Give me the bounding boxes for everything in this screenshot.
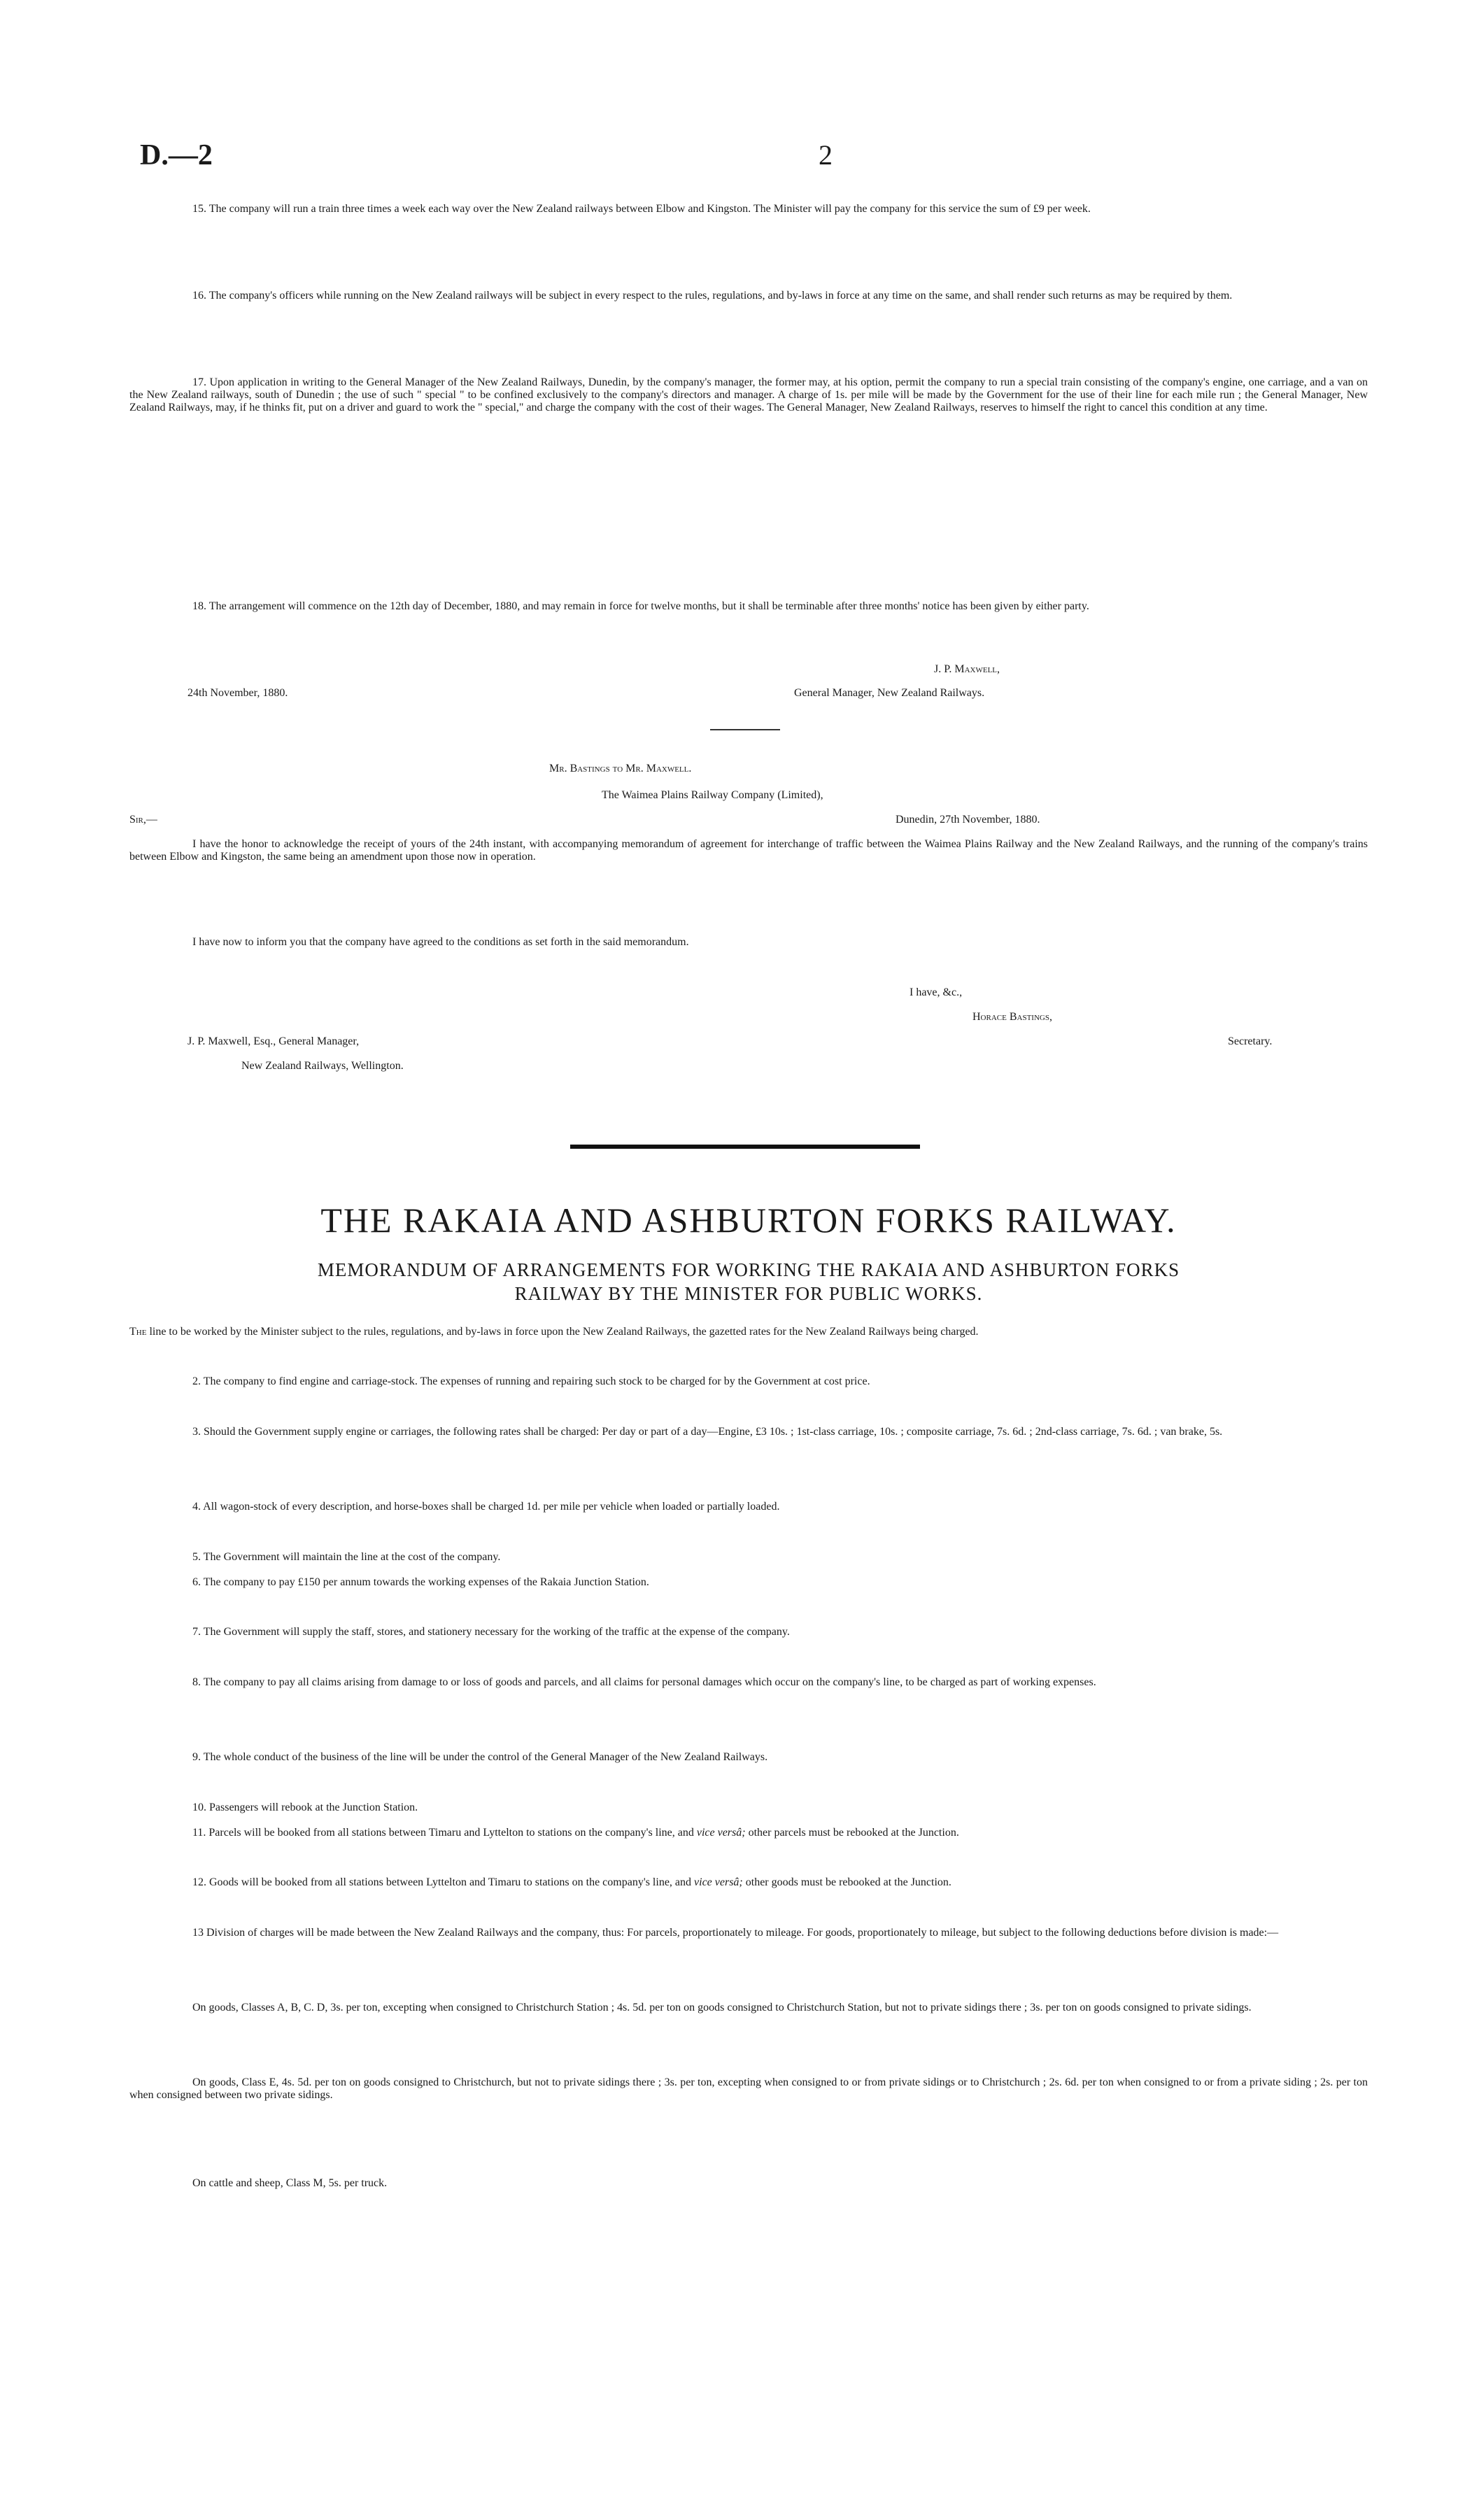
letter-recipient-line-2: New Zealand Railways, Wellington.: [241, 1060, 404, 1072]
memo-clause-6: 6. The company to pay £150 per annum towards the working expenses of the Rakaia Junction Station.: [192, 1576, 649, 1588]
memo-clause-13: 13 Division of charges will be made between the New Zealand Railways and the company, thus: For parcels, proportionately to mileage. For goods, proportionately to mileage, but subject to the following deductions before division is made:—: [192, 1927, 1279, 1939]
clause-16: 16. The company's officers while running on the New Zealand railways will be subject in every respect to the rules, regulations, and by-laws in force at any time on the same, and shall render such returns as may be required by them.: [192, 290, 1233, 302]
letter-closing: I have, &c.,: [910, 986, 963, 998]
short-divider: [710, 729, 780, 730]
memo-clause-13-goods-e: On goods, Class E, 4s. 5d. per ton on goods consigned to Christchurch, but not to private sidings there ; 3s. per ton, excepting when consigned to or from private sidings or to Christchurch ; 2s. 6d. per ton when consigned to or from a private siding ; 2s. per ton when consigned between two private sidings.: [129, 2076, 1368, 2101]
signatory-name: J. P. Maxwell,: [934, 663, 1000, 675]
memo-clause-8: 8. The company to pay all claims arising from damage to or loss of goods and parcels, and all claims for personal damages which occur on the company's line, to be charged as part of working expenses.: [192, 1676, 1096, 1688]
letter-body-1: I have the honor to acknowledge the receipt of yours of the 24th instant, with accompanying memorandum of agreement for interchange of traffic between the Waimea Plains Railway and the New Zealand Railways, and the running of the company's trains between Elbow and Kingston, the same being an amendment upon those now in operation.: [129, 838, 1368, 863]
clause-18: 18. The arrangement will commence on the 12th day of December, 1880, and may remain in force for twelve months, but it shall be terminable after three months' notice has been given by either party.: [192, 600, 1089, 612]
memo-clause-9: 9. The whole conduct of the business of the line will be under the control of the General Manager of the New Zealand Railways.: [192, 1751, 768, 1763]
letter-address-company: The Waimea Plains Railway Company (Limited),: [602, 789, 823, 801]
letter-body-2: I have now to inform you that the company have agreed to the conditions as set forth in the said memorandum.: [192, 936, 689, 948]
agreement-date: 24th November, 1880.: [187, 687, 288, 699]
page-number: 2: [819, 139, 833, 171]
memo-clause-13-cattle: On cattle and sheep, Class M, 5s. per truck.: [192, 2177, 388, 2189]
section-subtitle-line-1: MEMORANDUM OF ARRANGEMENTS FOR WORKING THE RAKAIA AND ASHBURTON FORKS: [317, 1259, 1180, 1280]
memo-clause-10: 10. Passengers will rebook at the Junction Station.: [192, 1801, 418, 1813]
memo-clause-4: 4. All wagon-stock of every description, and horse-boxes shall be charged 1d. per mile per vehicle when loaded or partially loaded.: [192, 1501, 780, 1513]
letter-sender: Horace Bastings,: [972, 1011, 1052, 1023]
letter-recipient-line-1: J. P. Maxwell, Esq., General Manager,: [187, 1035, 360, 1047]
section-divider: [570, 1145, 920, 1149]
memo-clause-7: 7. The Government will supply the staff, stores, and stationery necessary for the working of the traffic at the expense of the company.: [192, 1626, 790, 1638]
section-subtitle-line-2: RAILWAY BY THE MINISTER FOR PUBLIC WORKS.: [514, 1283, 983, 1304]
document-reference: D.—2: [140, 139, 213, 171]
letter-heading: Mr. Bastings to Mr. Maxwell.: [549, 763, 692, 774]
signatory-title: General Manager, New Zealand Railways.: [794, 687, 985, 699]
letter-sender-title: Secretary.: [1228, 1035, 1273, 1047]
memo-clause-11: 11. Parcels will be booked from all stations between Timaru and Lyttelton to stations on the company's line, and vice versâ; other parcels must be rebooked at the Junction.: [192, 1827, 959, 1839]
letter-address-date: Dunedin, 27th November, 1880.: [896, 814, 1040, 826]
memo-clause-5: 5. The Government will maintain the line at the cost of the company.: [192, 1551, 501, 1563]
section-title: THE RAKAIA AND ASHBURTON FORKS RAILWAY.: [320, 1201, 1177, 1240]
memo-clause-3: 3. Should the Government supply engine or carriages, the following rates shall be charged: Per day or part of a day—Engine, £3 10s. ; 1st-class carriage, 10s. ; composite carriage, 7s. 6d. ; 2nd-class carriage, 7s. 6d. ; van brake, 5s.: [192, 1426, 1223, 1438]
clause-17: 17. Upon application in writing to the General Manager of the New Zealand Railways, Dunedin, by the company's manager, the former may, at his option, permit the company to run a special train consisting of the company's engine, one carriage, and a van on the New Zealand railways, south of Dunedin ; the use of such " special " to be confined exclusively to the company's directors and manager. A charge of 1s. per mile will be made by the Government for the use of their line for each mile run ; the General Manager, New Zealand Railways, may, if he thinks fit, put on a driver and guard to work the " special," and charge the company with the cost of their wages. The General Manager, New Zealand Railways, reserves to himself the right to cancel this condition at any time.: [129, 376, 1368, 413]
memo-clause-1: The line to be worked by the Minister subject to the rules, regulations, and by-laws in force upon the New Zealand Railways, the gazetted rates for the New Zealand Railways being charged.: [129, 1326, 979, 1338]
memo-clause-13-goods-abcd: On goods, Classes A, B, C. D, 3s. per ton, excepting when consigned to Christchurch Station ; 4s. 5d. per ton on goods consigned to Christchurch Station, but not to private sidings there ; 3s. per ton on goods consigned to private sidings.: [192, 2002, 1252, 2013]
memo-clause-12: 12. Goods will be booked from all stations between Lyttelton and Timaru to stations on the company's line, and vice versâ; other goods must be rebooked at the Junction.: [192, 1876, 951, 1888]
clause-15: 15. The company will run a train three times a week each way over the New Zealand railways between Elbow and Kingston. The Minister will pay the company for this service the sum of £9 per week.: [192, 203, 1091, 215]
page-header: [140, 139, 1364, 180]
letter-salutation: Sir,—: [129, 814, 157, 826]
memo-clause-2: 2. The company to find engine and carriage-stock. The expenses of running and repairing such stock to be charged for by the Government at cost price.: [192, 1375, 870, 1387]
